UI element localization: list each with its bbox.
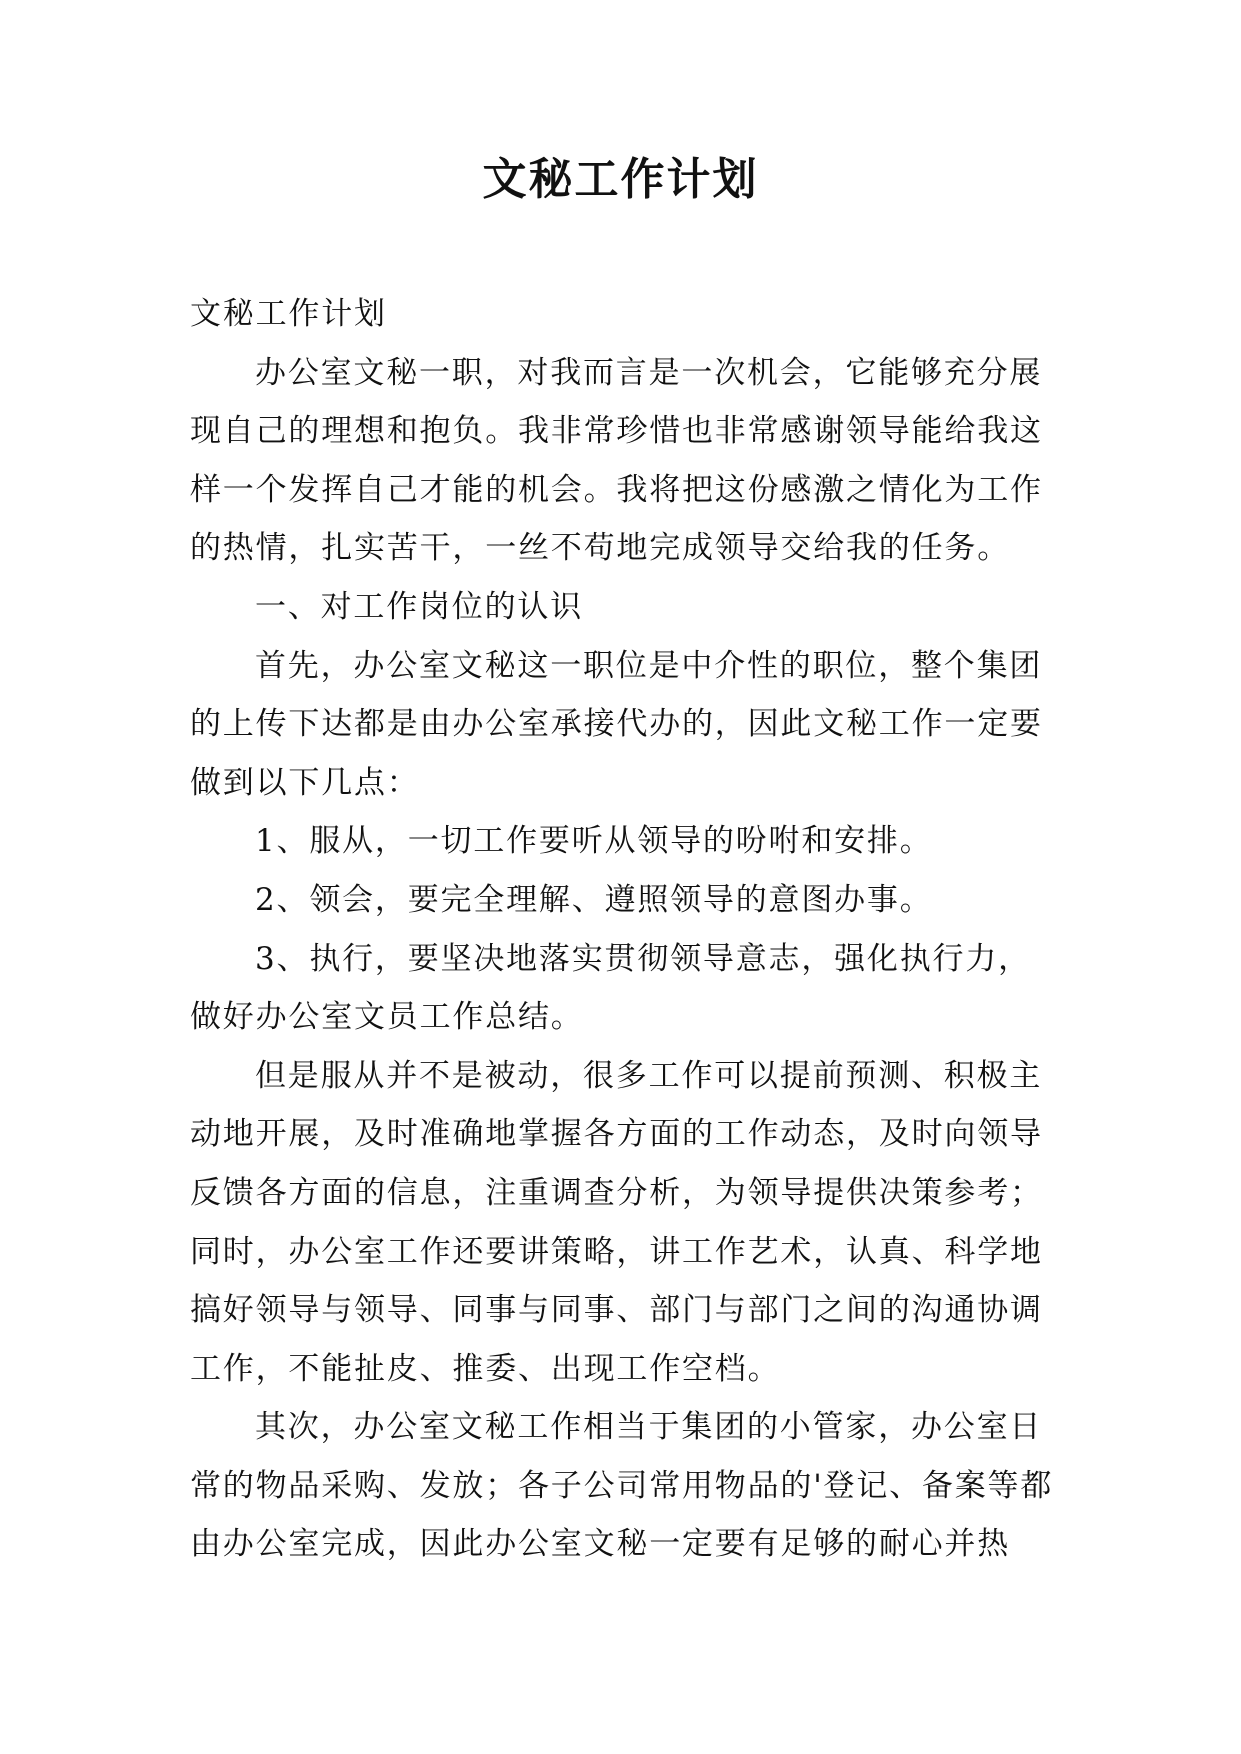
list-item-1: 1、服从，一切工作要听从领导的吩咐和安排。 — [255, 823, 933, 860]
paragraph-intro: 办公室文秘一职，对我而言是一次机会，它能够充分展现自己的理想和抱负。我非常珍惜也非常感谢领导能给我这样一个发挥自己才能的机会。我将把这份感激之情化为工作的热情，扎实苦干，一丝不苟地完成领导交给我的任务。 — [190, 354, 1043, 567]
paragraph-subtitle: 文秘工作计划 — [190, 296, 387, 332]
list-item-2: 2、领会，要完全理解、遵照领导的意图办事。 — [255, 881, 933, 918]
paragraph-proactive: 但是服从并不是被动，很多工作可以提前预测、积极主动地开展，及时准确地掌握各方面的工作动态，及时向领导反馈各方面的信息，注重调查分析，为领导提供决策参考；同时，办公室工作还要讲策略，讲工作艺术，认真、科学地搞好领导与领导、同事与同事、部门与部门之间的沟通协调工作，不能扯皮、推委、出现工作空档。 — [190, 1057, 1043, 1387]
paragraph-second: 其次，办公室文秘工作相当于集团的小管家，办公室日常的物品采购、发放；各子公司常用物品的'登记、备案等都由办公室完成，因此办公室文秘一定要有足够的耐心并热 — [190, 1409, 1054, 1563]
list-item-3: 3、执行，要坚决地落实贯彻领导意志，强化执行力，做好办公室文员工作总结。 — [190, 940, 1031, 1036]
document-title: 文秘工作计划 — [482, 154, 759, 205]
paragraph-first: 首先，办公室文秘这一职位是中介性的职位，整个集团的上传下达都是由办公室承接代办的，因此文秘工作一定要做到以下几点： — [190, 647, 1043, 801]
section-heading-1: 一、对工作岗位的认识 — [255, 588, 583, 625]
document-body — [190, 285, 1056, 1574]
